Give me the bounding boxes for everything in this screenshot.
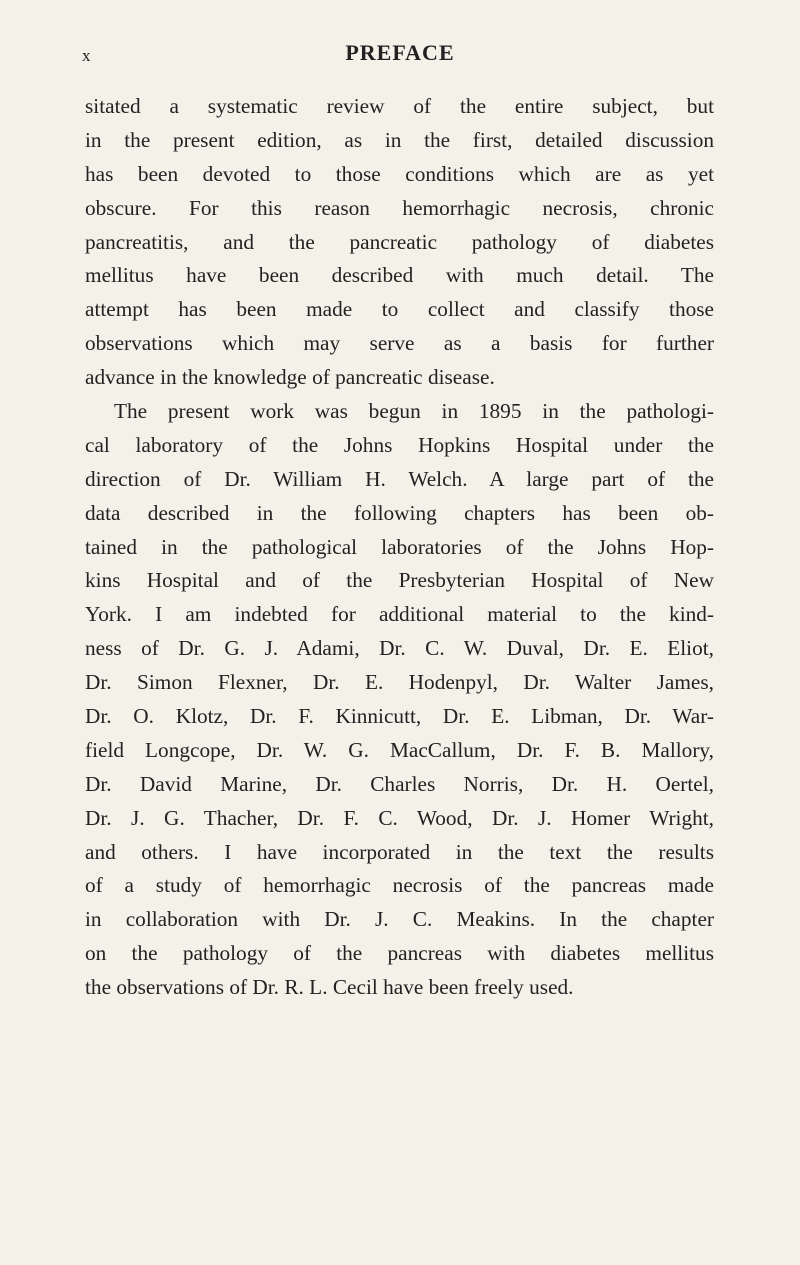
text-line: tained in the pathological laboratories of the Johns Hop- (85, 534, 714, 559)
text-line: the observations of Dr. R. L. Cecil have been freely used. (85, 975, 574, 1000)
text-line: Dr. O. Klotz, Dr. F. Kinnicutt, Dr. E. Libman, Dr. War- (85, 704, 714, 729)
text-line: data described in the following chapters has been ob- (85, 500, 714, 525)
running-title: PREFACE (345, 40, 455, 65)
text-line: obscure. For this reason hemorrhagic necrosis, chronic (85, 195, 714, 220)
text-line: advance in the knowledge of pancreatic disease. (85, 365, 495, 390)
text-line: York. I am indebted for additional material to the kind- (85, 602, 714, 627)
text-line: direction of Dr. William H. Welch. A large part of the (85, 466, 714, 491)
text-line: kins Hospital and of the Presbyterian Hospital of New (85, 568, 714, 593)
running-head (82, 40, 718, 70)
text-line: in collaboration with Dr. J. C. Meakins. In the chapter (85, 907, 714, 932)
page-number: x (82, 46, 91, 65)
text-line: has been devoted to those conditions which are as yet (85, 161, 714, 186)
text-line: of a study of hemorrhagic necrosis of the pancreas made (85, 873, 714, 898)
text-line: ness of Dr. G. J. Adami, Dr. C. W. Duval, Dr. E. Eliot, (85, 636, 714, 661)
text-line: attempt has been made to collect and classify those (85, 297, 714, 322)
text-line: Dr. J. G. Thacher, Dr. F. C. Wood, Dr. J. Homer Wright, (85, 805, 714, 830)
text-line: and others. I have incorporated in the text the results (85, 839, 714, 864)
text-line: cal laboratory of the Johns Hopkins Hospital under the (85, 432, 714, 457)
text-line: on the pathology of the pancreas with diabetes mellitus (85, 941, 714, 966)
text-line: in the present edition, as in the first, detailed discussion (85, 127, 714, 152)
text-line: Dr. David Marine, Dr. Charles Norris, Dr. H. Oertel, (85, 771, 714, 796)
text-line: field Longcope, Dr. W. G. MacCallum, Dr. F. B. Mallory, (85, 737, 714, 762)
text-line: mellitus have been described with much detail. The (85, 263, 714, 288)
text-line: pancreatitis, and the pancreatic pathology of diabetes (85, 229, 714, 254)
text-line: observations which may serve as a basis for further (85, 331, 714, 356)
paragraph-1 (85, 90, 714, 395)
body-text (85, 90, 714, 1005)
text-line: Dr. Simon Flexner, Dr. E. Hodenpyl, Dr. Walter James, (85, 670, 714, 695)
text-line: sitated a systematic review of the entire subject, but (85, 94, 714, 118)
paragraph-2 (85, 395, 714, 1005)
text-line: The present work was begun in 1895 in the pathologi- (114, 399, 714, 424)
